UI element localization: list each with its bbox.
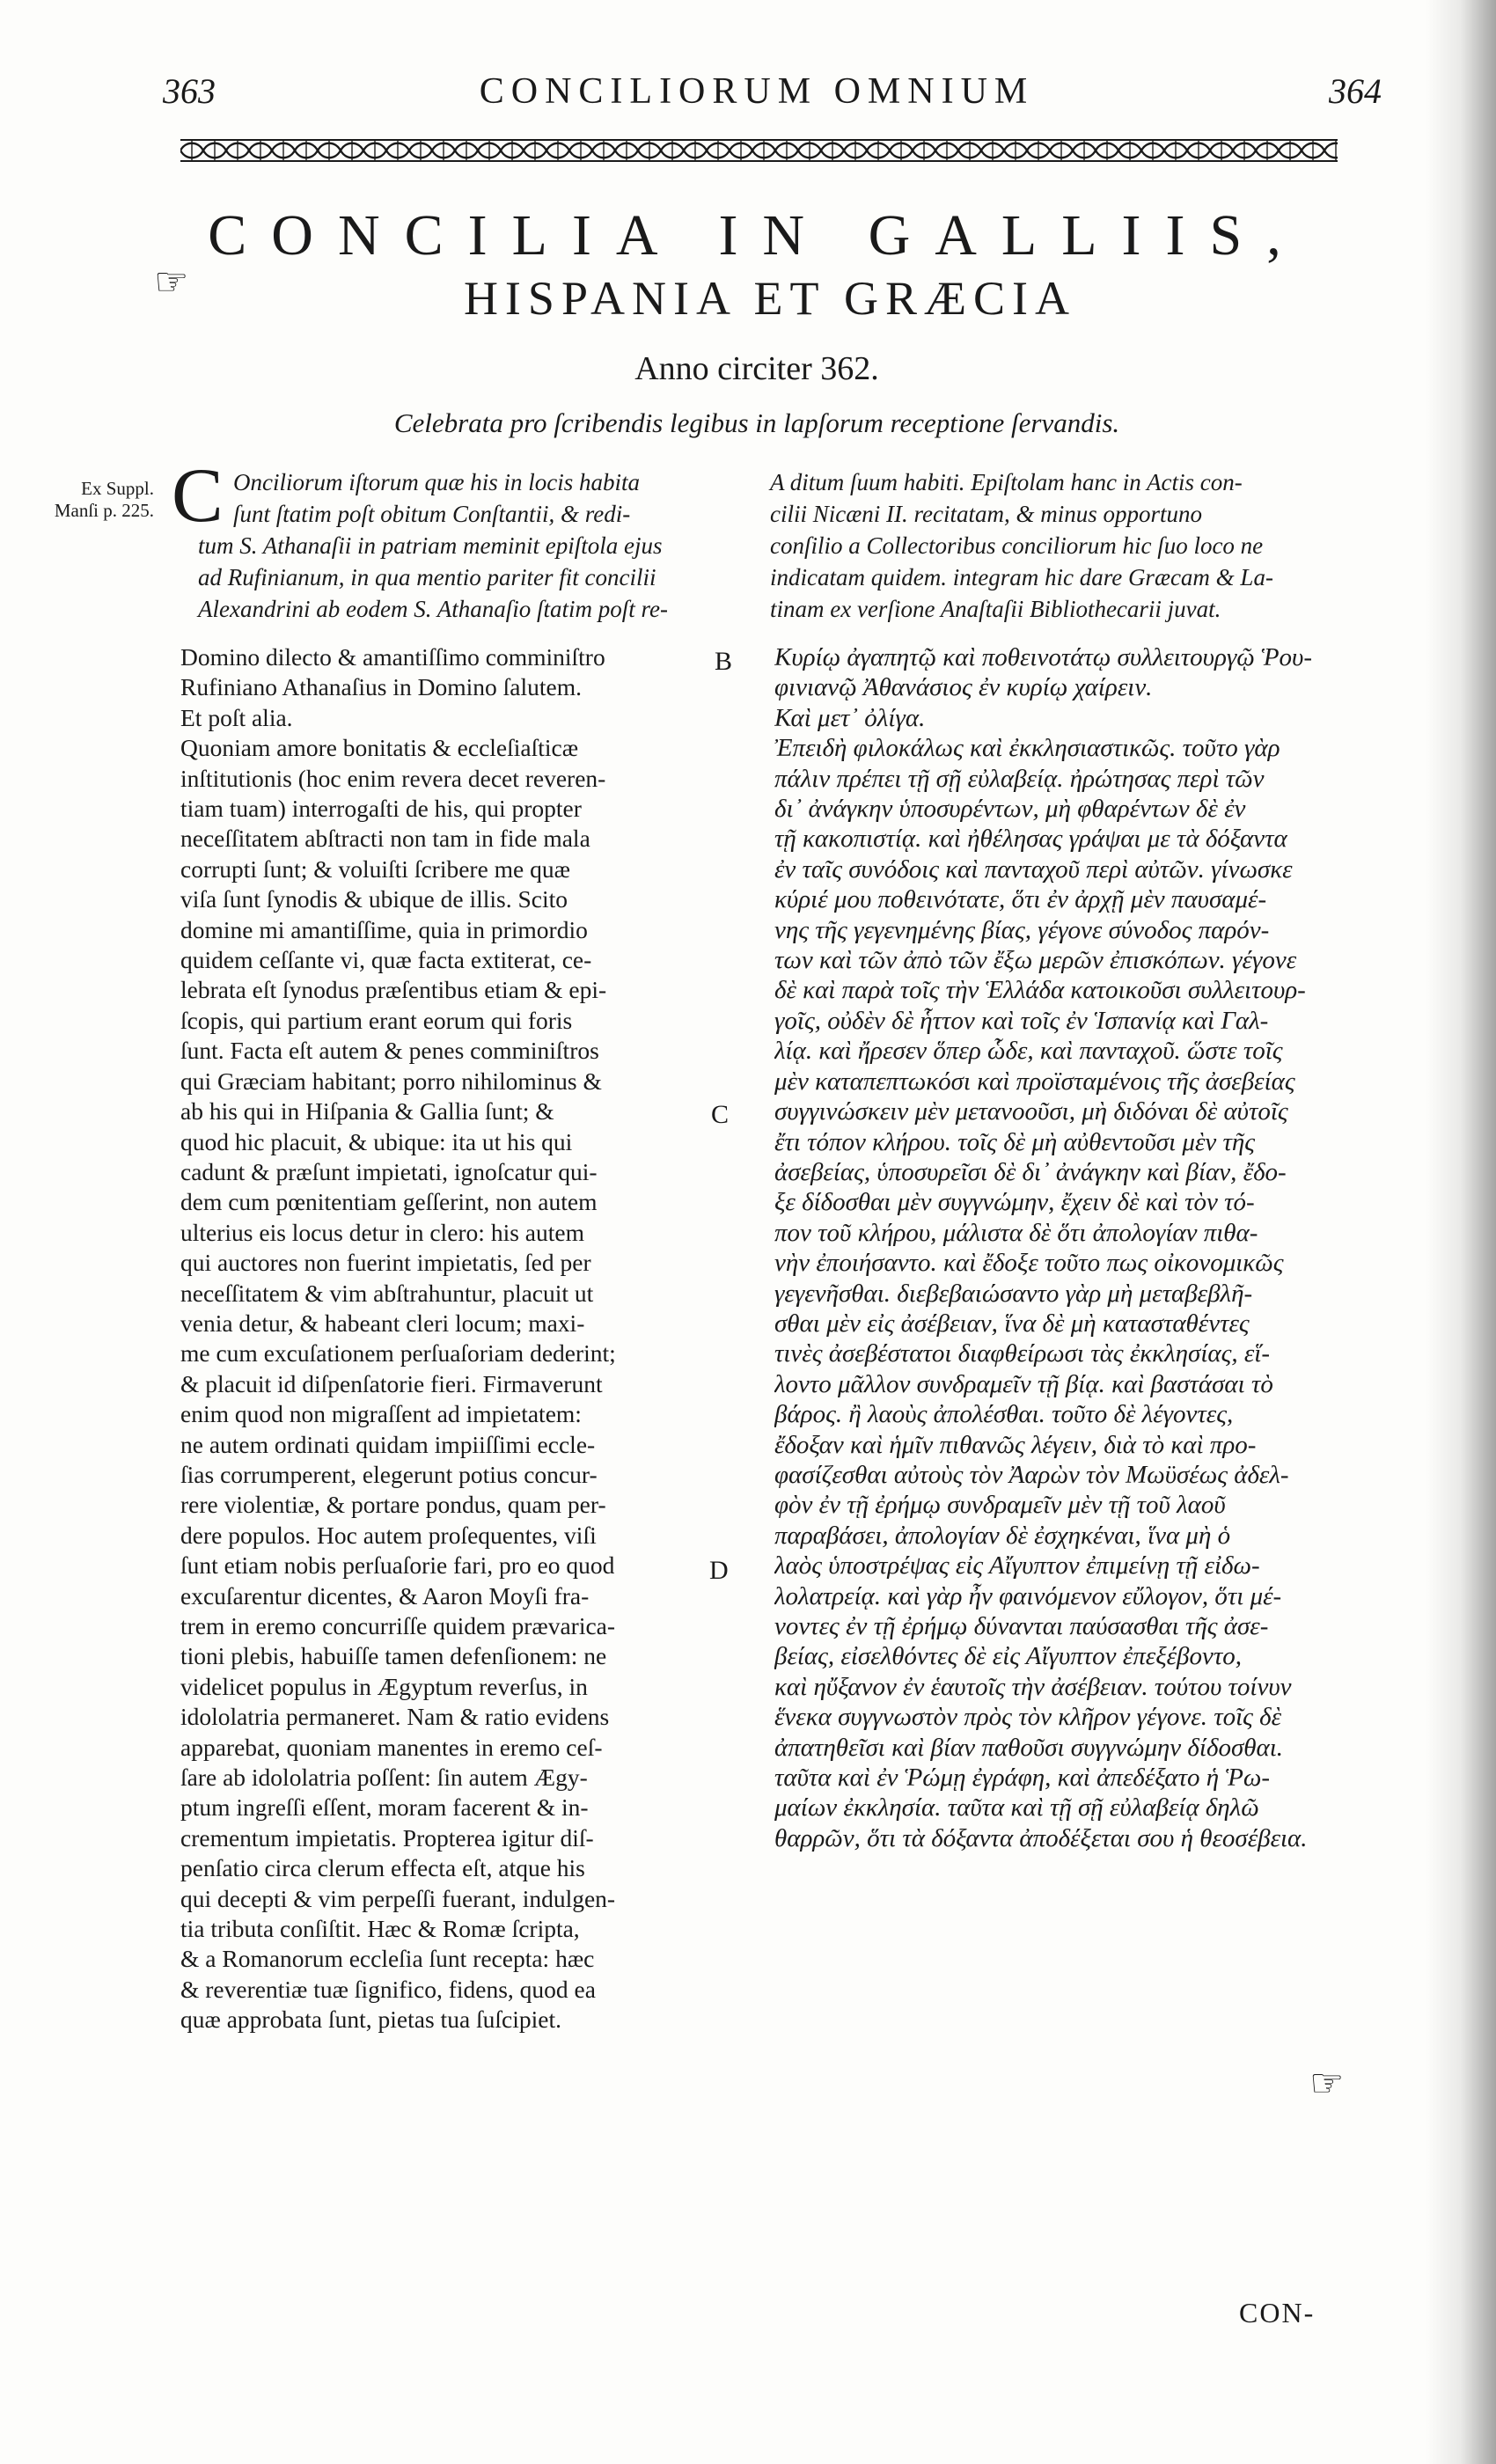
- greek-line: μὲν καταπεπτωκόσι καὶ προϊσταμένοις τῆς ἀσεβείας: [774, 1067, 1295, 1096]
- intro-line: Onciliorum iſtorum quæ his in locis habita: [233, 469, 641, 495]
- main-title-line-2: HISPANIA ET GRÆCIA: [463, 272, 1077, 325]
- greek-line: θαρρῶν, ὅτι τὰ δόξαντα ἀποδέξεται σου ἡ θεοσέβεια.: [774, 1823, 1308, 1852]
- greek-line: γεγενῆσθαι. διεβεβαιώσαντο γὰρ μὴ μεταβεβλῆ-: [774, 1279, 1253, 1308]
- latin-line: rere violentiæ, & portare pondus, quam per-: [180, 1491, 606, 1519]
- greek-line: νης τῆς γεγενημένης βίας, γέγονε σύνοδος παρόν-: [774, 915, 1270, 944]
- latin-line: quod hic placuit, & ubique: ita ut his qui: [180, 1127, 573, 1155]
- ornamental-rule: [180, 139, 1338, 162]
- greek-line: ἀσεβείας, ὑποσυρεῖσι δὲ δι᾽ ἀνάγκην καὶ βίαν, ἔδο-: [774, 1157, 1287, 1186]
- margin-note-line: Ex Suppl.: [81, 478, 154, 499]
- section-mark-c: C: [711, 1100, 730, 1129]
- greek-line: ἔδοξαν καὶ ἡμῖν πιθανῶς λέγειν, διὰ τὸ καὶ προ-: [774, 1430, 1257, 1459]
- greek-line: σθαι μὲν εἰς ἀσέβειαν, ἵνα δὲ μὴ κατασταθέντες: [774, 1309, 1250, 1338]
- latin-line: Domino dilecto & amantiſſimo comminiſtro: [180, 643, 605, 671]
- latin-line: ſare ab idololatria poſſent: ſin autem Ægy-: [180, 1764, 588, 1792]
- intro-line: tinam ex verſione Anaſtaſii Bibliothecarii juvat.: [770, 596, 1221, 622]
- latin-line: Rufiniano Athanaſius in Domino ſalutem.: [180, 673, 582, 701]
- greek-line: δὲ καὶ παρὰ τοῖς τὴν Ἑλλάδα κατοικοῦσι συλλειτουρ-: [774, 976, 1306, 1005]
- greek-line: φασίζεσθαι αὐτοὺς τὸν Ἀαρὼν τὸν Μωϋσέως ἀδελ-: [774, 1460, 1289, 1489]
- latin-line: & placuit id diſpenſatorie fieri. Firmaverunt: [180, 1369, 603, 1397]
- greek-line: Ἐπειδὴ φιλοκάλως καὶ ἐκκλησιαστικῶς. τοῦτο γὰρ: [774, 734, 1280, 763]
- greek-line: λίᾳ. καὶ ἤρεσεν ὅπερ ὧδε, καὶ πανταχοῦ. ὥστε τοῖς: [774, 1037, 1283, 1066]
- latin-line: penſatio circa clerum effecta eſt, atque his: [180, 1854, 585, 1882]
- latin-line: ptum ingreſſi eſſent, moram facerent & in-: [180, 1793, 589, 1822]
- greek-line: λαὸς ὑποστρέψας εἰς Αἴγυπτον ἐπιμείνῃ τῇ εἰδω-: [774, 1551, 1260, 1580]
- greek-line: συγγινώσκειν μὲν μετανοοῦσι, μὴ διδόναι δὲ αὐτοῖς: [774, 1097, 1288, 1126]
- running-title: CONCILIORUM OMNIUM: [479, 71, 1035, 112]
- intro-line: conſilio a Collectoribus conciliorum hic ſuo loco ne: [770, 532, 1264, 559]
- margin-note-line: Manſi p. 225.: [54, 500, 154, 521]
- latin-line: corrupti ſunt; & voluiſti ſcribere me quæ: [180, 854, 570, 883]
- greek-line: ἀπατηθεῖσι καὶ βίαν παθοῦσι συγγνώμην δίδοσθαι.: [774, 1733, 1284, 1762]
- main-title-line-1: CONCILIA IN GALLIIS,: [208, 203, 1306, 268]
- latin-line: dere populos. Hoc autem proſequentes, viſi: [180, 1521, 597, 1549]
- latin-line: me cum excuſationem perſuaſoriam dederint;: [180, 1339, 616, 1368]
- latin-line: inſtitutionis (hoc enim revera decet reveren-: [180, 764, 606, 792]
- greek-line: ἕνεκα συγγνωστὸν πρὸς τὸν κλῆρον γέγονε. τοῖς δὲ: [774, 1703, 1282, 1732]
- page-gutter-shadow: [1426, 0, 1496, 2464]
- intro-left-column: [198, 466, 757, 625]
- greek-line: Κυρίῳ ἀγαπητῷ καὶ ποθεινοτάτῳ συλλειτουργῷ Ῥου-: [774, 643, 1313, 671]
- latin-line: ne autem ordinati quidam impiiſſimi eccle-: [180, 1430, 596, 1458]
- latin-line: idololatria permaneret. Nam & ratio evidens: [180, 1703, 610, 1731]
- greek-line: πάλιν πρέπει τῇ σῇ εὐλαβείᾳ. ἠρώτησας περὶ τῶν: [774, 764, 1265, 793]
- latin-line: cadunt & præſunt impietati, ignoſcatur qui-: [180, 1157, 598, 1185]
- margin-note: [26, 478, 154, 522]
- latin-line: enim quod non migraſſent ad impietatem:: [180, 1400, 582, 1428]
- intro-line: indicatam quidem. integram hic dare Græcam & La-: [770, 564, 1273, 590]
- greek-line: μαίων ἐκκλησία. ταῦτα καὶ τῇ σῇ εὐλαβείᾳ δηλῶ: [774, 1793, 1259, 1822]
- intro-line: ad Rufinianum, in qua mentio pariter fit concilii: [198, 564, 656, 590]
- greek-line: νοντες ἐν τῇ ἐρήμῳ δύνανται παύσασθαι τῆς ἀσε-: [774, 1612, 1269, 1640]
- latin-line: Quoniam amore bonitatis & eccleſiaſticæ: [180, 734, 579, 762]
- intro-line: A ditum ſuum habiti. Epiſtolam hanc in Actis con-: [770, 469, 1243, 495]
- latin-line: tiam tuam) interrogaſti de his, qui propter: [180, 795, 582, 823]
- latin-line: viſa ſunt ſynodis & ubique de illis. Scito: [180, 885, 568, 913]
- greek-line: παραβάσει, ἀπολογίαν δὲ ἐσχηκέναι, ἵνα μὴ ὁ: [774, 1521, 1231, 1550]
- page-number-right: 364: [1329, 71, 1382, 111]
- latin-line: qui auctores non fuerint impietatis, ſed per: [180, 1249, 591, 1277]
- latin-line: tia tributa conſiſtit. Hæc & Romæ ſcripta,: [180, 1915, 580, 1943]
- section-mark-b: B: [715, 647, 733, 676]
- pointing-hand-icon: ☞: [154, 260, 189, 304]
- latin-line: videlicet populus in Ægyptum reverſus, in: [180, 1672, 588, 1700]
- latin-line: neceſſitatem abſtracti non tam in fide mala: [180, 825, 590, 853]
- greek-line: βάρος. ἢ λαοὺς ἀπολέσθαι. τοῦτο δὲ λέγοντες,: [774, 1400, 1234, 1429]
- latin-column: [180, 642, 726, 2035]
- greek-line: λοντο μᾶλλον συνδραμεῖν τῇ βίᾳ. καὶ βαστάσαι τὸ: [774, 1369, 1273, 1398]
- intro-line: Alexandrini ab eodem S. Athanaſio ſtatim poſt re-: [198, 596, 668, 622]
- greek-line: γοῖς, οὐδὲν δὲ ἧττον καὶ τοῖς ἐν Ἱσπανίᾳ καὶ Γαλ-: [774, 1006, 1269, 1035]
- latin-line: ab his qui in Hiſpania & Gallia ſunt; &: [180, 1097, 554, 1126]
- page-number-left: 363: [163, 71, 216, 111]
- greek-line: βείας, εἰσελθόντες δὲ εἰς Αἴγυπτον ἐπεξέβοντο,: [774, 1642, 1242, 1671]
- latin-line: apparebat, quoniam manentes in eremo ceſ-: [180, 1733, 603, 1761]
- greek-column: [774, 642, 1364, 1853]
- greek-line: νὴν ἐποιήσαντο. καὶ ἔδοξε τοῦτο πως οἰκονομικῶς: [774, 1249, 1284, 1278]
- intro-line: tum S. Athanaſii in patriam meminit epiſtola ejus: [198, 532, 663, 559]
- greek-line: ἔτι τόπον κλήρου. τοῖς δὲ μὴ αὐθεντοῦσι μὲν τῆς: [774, 1127, 1256, 1156]
- latin-line: ſunt etiam nobis perſuaſorie fari, pro eo quod: [180, 1551, 615, 1580]
- latin-line: excuſarentur dicentes, & Aaron Moyſi fra-: [180, 1581, 590, 1610]
- greek-line: κύριέ μου ποθεινότατε, ὅτι ἐν ἀρχῇ μὲν παυσαμέ-: [774, 885, 1267, 914]
- greek-line: φινιανῷ Ἀθανάσιος ἐν κυρίῳ χαίρειν.: [774, 673, 1153, 702]
- greek-line: φὸν ἐν τῇ ἐρήμῳ συνδραμεῖν μὲν τῇ τοῦ λαοῦ: [774, 1491, 1226, 1520]
- latin-line: quidem ceſſante vi, quæ facta extiterat, ce-: [180, 946, 592, 974]
- latin-line: venia detur, & habeant cleri locum; maxi-: [180, 1309, 585, 1337]
- subtitle: Celebrata pro ſcribendis legibus in lapſorum receptione ſervandis.: [393, 407, 1120, 438]
- latin-line: ſcopis, qui partium erant eorum qui foris: [180, 1006, 573, 1034]
- latin-line: ſunt. Facta eſt autem & penes comminiſtros: [180, 1037, 599, 1065]
- latin-line: qui Græciam habitant; porro nihilominus &: [180, 1067, 602, 1095]
- latin-line: trem in eremo concurriſſe quidem prævarica-: [180, 1612, 616, 1639]
- latin-line: neceſſitatem & vim abſtrahuntur, placuit ut: [180, 1279, 594, 1307]
- catchword: CON-: [1239, 2297, 1316, 2328]
- latin-line: lebrata eſt ſynodus præſentibus etiam & epi-: [180, 976, 607, 1004]
- latin-line: qui decepti & vim perpeſſi fuerant, indulgen-: [180, 1884, 616, 1912]
- greek-line: πον τοῦ κλήρου, μάλιστα δὲ ὅτι ἀπολογίαν πιθα-: [774, 1218, 1258, 1247]
- latin-line: & a Romanorum eccleſia ſunt recepta: hæc: [180, 1945, 595, 1973]
- greek-line: ταῦτα καὶ ἐν Ῥώμῃ ἐγράφη, καὶ ἀπεδέξατο ἡ Ῥω-: [774, 1764, 1271, 1793]
- greek-line: Καὶ μετ᾽ ὀλίγα.: [774, 703, 926, 732]
- latin-line: ulterius eis locus detur in clero: his autem: [180, 1218, 584, 1246]
- greek-line: λολατρείᾳ. καὶ γὰρ ἦν φαινόμενον εὔλογον, ὅτι μέ-: [774, 1581, 1282, 1610]
- latin-line: ſias corrumperent, elegerunt potius concur-: [180, 1460, 598, 1488]
- greek-line: ξε δίδοσθαι μὲν συγγνώμην, ἔχειν δὲ καὶ τὸν τό-: [774, 1188, 1255, 1217]
- latin-line: quæ approbata ſunt, pietas tua ſuſcipiet.: [180, 2006, 562, 2034]
- latin-line: Et poſt alia.: [180, 703, 293, 731]
- greek-line: των καὶ τῶν ἀπὸ τῶν ἔξω μερῶν ἐπισκόπων. γέγονε: [774, 946, 1297, 975]
- greek-line: καὶ ηὔξανον ἐν ἑαυτοῖς τὴν ἀσέβειαν. τούτου τοίνυν: [774, 1672, 1292, 1701]
- greek-line: τινὲς ἀσεβέστατοι διαφθείρωσι τὰς ἐκκλησίας, εἵ-: [774, 1339, 1271, 1368]
- pointing-hand-icon: ☞: [1309, 2062, 1345, 2105]
- greek-line: ἐν ταῖς συνόδοις καὶ πανταχοῦ περὶ αὐτῶν. γίνωσκε: [774, 854, 1293, 884]
- date-line: Anno circiter 362.: [634, 350, 879, 387]
- greek-line: τῇ κακοπιστίᾳ. καὶ ἠθέλησας γράψαι με τὰ δόξαντα: [774, 825, 1287, 854]
- greek-line: δι᾽ ἀνάγκην ὑποσυρέντων, μὴ φθαρέντων δὲ ἐν: [774, 795, 1246, 824]
- latin-line: dem cum pœnitentiam geſſerint, non autem: [180, 1188, 598, 1216]
- latin-line: crementum impietatis. Propterea igitur diſ-: [180, 1823, 594, 1852]
- intro-right-column: [770, 466, 1360, 625]
- latin-line: tioni plebis, habuiſſe tamen defenſionem: ne: [180, 1642, 607, 1670]
- drop-cap: C: [172, 453, 224, 539]
- latin-line: domine mi amantiſſime, quia in primordio: [180, 915, 588, 943]
- section-mark-d: D: [709, 1556, 729, 1585]
- intro-line: ſunt ſtatim poſt obitum Conſtantii, & redi-: [233, 501, 631, 527]
- latin-line: & reverentiæ tuæ ſignifico, fidens, quod ea: [180, 1975, 596, 2003]
- intro-line: cilii Nicæni II. recitatam, & minus opportuno: [770, 501, 1202, 527]
